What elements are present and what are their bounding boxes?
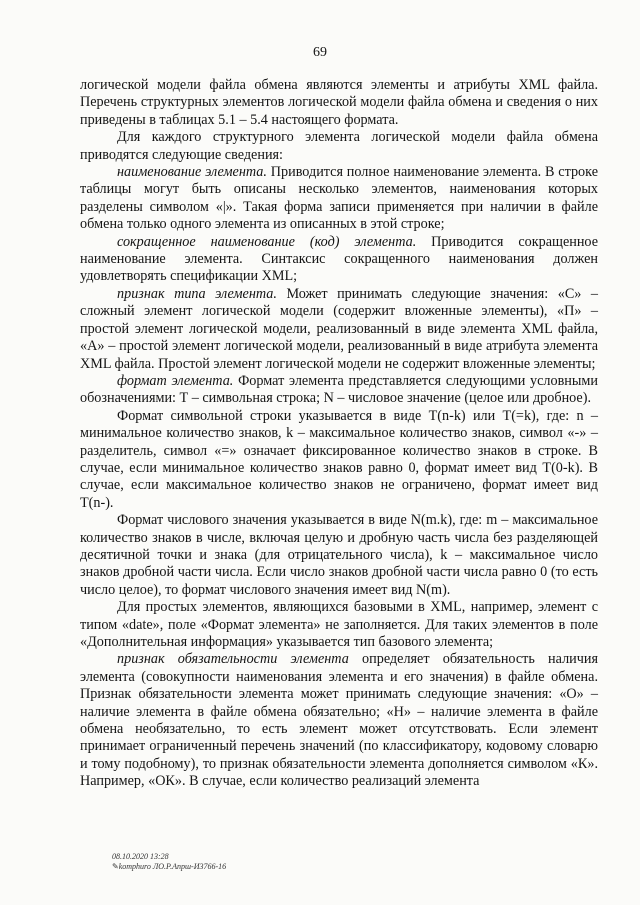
paragraph-text: Может принимать следующие значения: «С» – сложный элемент логической модели (содержит вложенные элементы), «П» – простой элемент логической модели, реализованный в виде элемента XML файла, «А» – простой элемент логической модели, реализованный в виде атрибута элемента XML файла. Простой элемент логической модели не содержит вложенные элементы; xyxy=(80,285,598,372)
paragraph xyxy=(80,234,598,286)
footer-stamp xyxy=(112,852,226,872)
paragraph-text: Формат элемента представляется следующими условными обозначениями: Т – символьная строка; N – числовое значение (целое или дробное). xyxy=(80,372,598,407)
page-number: 69 xyxy=(313,45,327,60)
paragraph xyxy=(80,599,598,651)
paragraph-text: логической модели файла обмена являются элементы и атрибуты XML файла. Перечень структурных элементов логической модели файла обмена и сведения о них приведены в таблицах 5.1 – 5.4 настоящего формата. xyxy=(80,77,598,128)
paragraph xyxy=(80,408,598,512)
paragraph xyxy=(80,77,598,129)
paragraph xyxy=(80,164,598,234)
paragraph-term: сокращенное наименование (код) элемента. xyxy=(117,233,417,250)
paragraph-term: наименование элемента. xyxy=(117,164,267,181)
paragraph xyxy=(80,651,598,790)
paragraph-text: определяет обязательность наличия элемента (совокупности наименования элемента и его значения) в файле обмена. Признак обязательности элемента может принимать следующие значения: «О» – наличие элемента в файле обмена обязательно; «Н» – наличие элемента в файле обмена необязательно, то есть элемент может отсутствовать. Если элемент принимает ограниченный перечень значений (по классификатору, кодовому словарю и тому подобному), то признак обязательности элемента дополняется символом «К». Например, «ОК». В случае, если количество реализаций элемента xyxy=(80,651,598,790)
footer-signature-line xyxy=(112,862,226,872)
paragraph xyxy=(80,286,598,373)
paragraph-term: признак типа элемента. xyxy=(117,285,277,302)
footer-signature: komphuro ЛО.Р.Апрш-И3766-16 xyxy=(118,862,227,871)
paragraph-text: Формат числового значения указывается в виде N(m.k), где: m – максимальное количество знаков в числе, включая целую и дробную часть числа без разделяющей десятичной точки и знака (для отрицательного числа), k – максимальное число знаков дробной части числа. Если число знаков дробной части числа равно 0 (то есть число целое), то формат числового значения имеет вид N(m). xyxy=(80,512,598,598)
paragraph-term: формат элемента. xyxy=(117,372,234,389)
paragraph-text: Приводится полное наименование элемента. В строке таблицы могут быть описаны несколько элементов, наименования которых разделены символом «|». Такая форма записи применяется при наличии в файле обмена только одного элемента из описанных в этой строке; xyxy=(80,164,598,233)
paragraph-term: признак обязательности элемента xyxy=(117,651,349,668)
paragraph xyxy=(80,373,598,408)
document-body xyxy=(80,77,598,791)
paragraph-text: Формат символьной строки указывается в виде Т(n-k) или Т(=k), где: n – минимальное количество знаков, k – максимальное количество знаков, символ «-» – разделитель, символ «=» означает фиксированное количество знаков в строке. В случае, если минимальное количество знаков равно 0, формат имеет вид Т(0-k). В случае, если максимальное количество знаков не ограничено, формат имеет вид Т(n-). xyxy=(80,407,598,511)
paragraph xyxy=(80,129,598,164)
paragraph-text: Для простых элементов, являющихся базовыми в XML, например, элемент с типом «date», поле «Формат элемента» не заполняется. Для таких элементов в поле «Дополнительная информация» указывается тип базового элемента; xyxy=(80,599,598,650)
paragraph-text: Для каждого структурного элемента логической модели файла обмена приводятся следующие сведения: xyxy=(80,129,598,163)
paragraph xyxy=(80,512,598,599)
signature-icon: ✎ xyxy=(112,862,119,871)
paragraph-text: Приводится сокращенное наименование элемента. Синтаксис сокращенного наименования должен удовлетворять спецификации XML; xyxy=(80,233,598,285)
footer-timestamp: 08.10.2020 13:28 xyxy=(112,852,169,861)
